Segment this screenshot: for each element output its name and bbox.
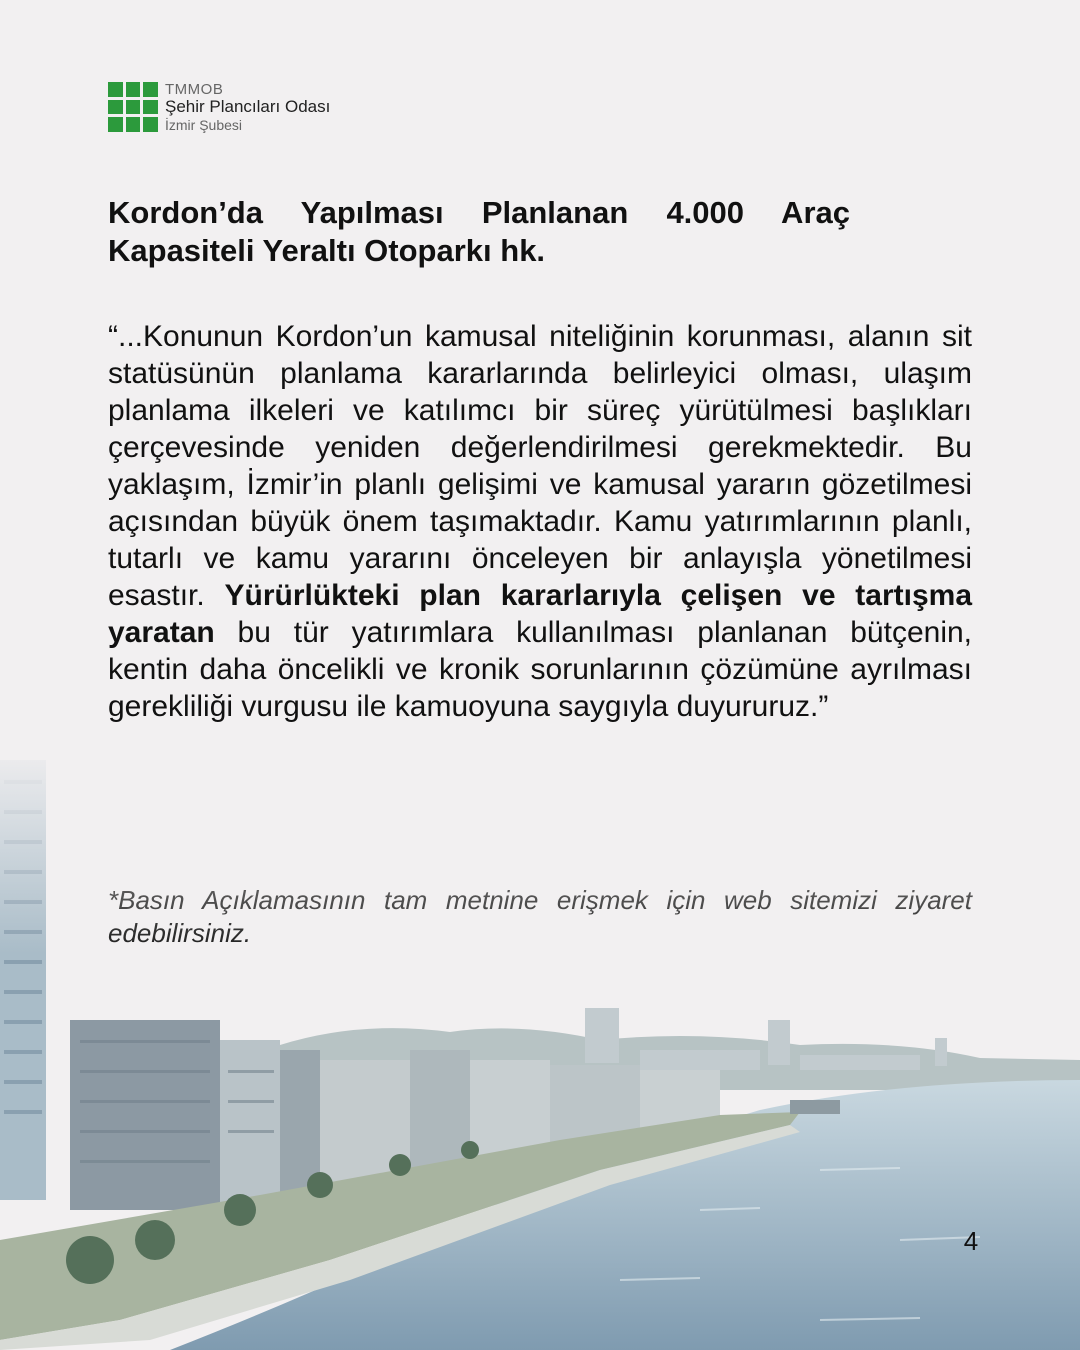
logo-line-tmmob: TMMOB <box>165 81 224 98</box>
logo-line-branch: İzmir Şubesi <box>165 117 243 133</box>
press-statement-quote <box>108 318 972 725</box>
quote-emphasis: Yürürlükteki plan kararlarıyla çelişen ve tartışma yaratan <box>108 579 972 649</box>
organization-logo <box>108 82 330 132</box>
page-title <box>108 194 850 270</box>
page-number: 4 <box>963 1226 979 1256</box>
title-line-1: Kordon’da Yapılması Planlanan 4.000 Araç <box>108 195 850 230</box>
quote-text-part-1: “...Konunun Kordon’un kamusal niteliğinin korunması, alanın sit statüsünün planlama kararlarında belirleyici olması, ulaşım planlama ilkeleri ve katılımcı bir süreç yürütülmesi başlıkları çerçevesinde yeniden değerlendirilmesi gerekmektedir. Bu yaklaşım, İzmir’in planlı gelişimi ve kamusal yararın gözetilmesi açısından büyük önem taşımaktadır. Kamu yatırımlarının planlı, tutarlı ve kamu yararını önceleyen bir anlayışla yönetilmesi esastır. <box>108 320 972 612</box>
logo-line-chamber: Şehir Plancıları Odası <box>165 97 331 116</box>
logo-text <box>165 82 330 132</box>
kordon-waterfront-photo <box>0 740 1080 1350</box>
title-line-2: Kapasiteli Yeraltı Otoparkı hk. <box>108 233 546 268</box>
quote-text-part-2: bu tür yatırımlara kullanılması planlanan bütçenin, kentin daha öncelikli ve kronik sorunlarının çözümüne ayrılması gerekliliği vurgusu ile kamuoyuna saygıyla duyururuz.” <box>108 616 972 723</box>
logo-grid-icon <box>108 82 158 132</box>
